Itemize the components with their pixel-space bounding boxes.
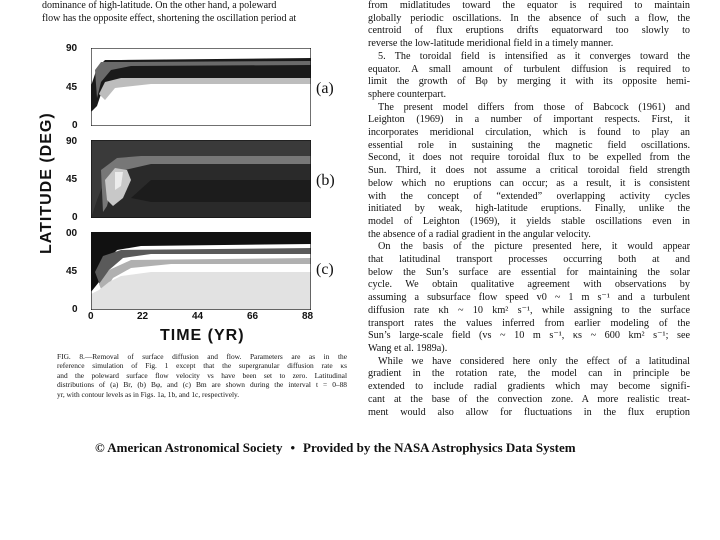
panel-b-ytick: 90	[66, 136, 78, 147]
body-text-line: Second, it does not require toroidal flux to be expelled from the	[368, 152, 690, 164]
body-text-line: While we have considered here only the effect of a latitudinal	[378, 355, 690, 367]
body-text-line: diffusion rate κh ~ 10 km² s⁻¹, while assigning to the surface	[368, 304, 690, 316]
body-text-line: globally periodic oscillations. In the absence of such a flow, the	[368, 12, 690, 24]
body-text-line: ment would also allow for fluctuations in the flux eruption	[368, 406, 690, 418]
panel-a-ytick: 0	[72, 120, 78, 131]
panel-a-ytick: 45	[66, 82, 78, 93]
y-axis-label: LATITUDE (DEG)	[38, 112, 55, 254]
left-column-text	[42, 0, 342, 25]
right-column-text	[368, 0, 690, 419]
panel-c-label: (c)	[316, 261, 334, 278]
panel-a-ytick: 90	[66, 43, 78, 54]
body-text-line: reverse the low-latitude meridional field in a timely manner.	[368, 38, 614, 50]
panel-c-ytick: 45	[66, 266, 78, 277]
panel-a-label: (a)	[316, 80, 334, 97]
body-text-line: model of Leighton (1969), it yields stable oscillations even in	[368, 215, 690, 227]
caption-line: reference simulation of Fig. 1 except that the supergranular diffusion rate κs	[57, 361, 347, 371]
body-text-line: assuming a subsurface flow speed v0 ~ 1 m s⁻¹ and a turbulent	[368, 292, 690, 304]
panel-c-plot	[91, 232, 311, 310]
body-text-line: 5. The toroidal field is intensified as it converges toward the	[378, 50, 690, 62]
body-text-line: gradient in the rotation rate, the model can in principle be	[368, 368, 690, 380]
provider-text: Provided by the NASA Astrophysics Data System	[303, 440, 576, 455]
panel-b-plot	[91, 140, 311, 218]
body-text-line: Wang et al. 1989a).	[368, 342, 448, 354]
caption-line: yr, with contour levels as in Figs. 1a, 1b, and 1c, respectively.	[57, 389, 240, 399]
caption-line: and the poleward surface flow velocity vs have been set to zero. Latitudinal	[57, 370, 347, 380]
body-text-line: from midlatitudes toward the equator is required to maintain	[368, 0, 690, 11]
x-tick-label: 22	[137, 311, 149, 322]
x-axis-label: TIME (YR)	[160, 327, 245, 344]
body-text-line: below the Sun’s surface are essential for maintaining the solar	[368, 266, 690, 278]
body-text-line: essential role in sustaining the magnetic field oscillations.	[368, 139, 690, 151]
body-text-line: Sun’s large-scale field (vs ~ 10 m s⁻¹, κs ~ 600 km² s⁻¹; see	[368, 330, 690, 342]
x-tick-label: 0	[88, 311, 94, 322]
x-tick-label: 66	[247, 311, 259, 322]
body-text-line: that latitudinal transport processes occurring both at and	[368, 254, 690, 266]
footer	[95, 440, 576, 456]
body-text-line: transport rates the values inferred from earlier modeling of the	[368, 317, 690, 329]
caption-line: distributions of (a) Br, (b) Bφ, and (c) Bm are shown during the interval t = 0–88	[57, 380, 347, 390]
body-text-line: below which no eruptions can occur; as a result, it is consistent	[368, 177, 690, 189]
body-text-line: centroid of flux eruptions drifts equatorward too slowly to	[368, 25, 690, 37]
body-text-line: limit the growth of Bφ by merging it with its opposite hemi-	[368, 76, 690, 88]
panel-c-ytick: 00	[66, 228, 78, 239]
x-tick-label: 44	[192, 311, 204, 322]
body-text-line: the absence of a radial gradient in the angular velocity.	[368, 228, 591, 240]
body-text-line: with the concept of “extended” overlapping activity cycles	[368, 190, 690, 202]
caption-line: FIG. 8.—Removal of surface diffusion and flow. Parameters are as in the	[57, 352, 347, 361]
copyright-text: © American Astronomical Society	[95, 440, 283, 455]
left-text-line: flow has the opposite effect, shortening the oscillation period at	[42, 12, 297, 24]
body-text-line: cant at the base of the convection zone. A more realistic treat-	[368, 393, 690, 405]
figure-caption	[57, 352, 347, 399]
body-text-line: The present model differs from those of Babcock (1961) and	[378, 101, 690, 113]
panel-a-plot	[91, 48, 311, 126]
panel-c-ytick: 0	[72, 304, 78, 315]
body-text-line: initiated by weak, high-latitude eruptions. Finally, unlike the	[368, 203, 690, 215]
body-text-line: extended to include radial gradients which may become signifi-	[368, 381, 690, 393]
body-text-line: Leighton (1969) in a number of important respects. First, it	[368, 114, 690, 126]
panel-b-label: (b)	[316, 172, 335, 189]
footer-bullet: •	[290, 440, 296, 455]
body-text-line: sphere counterpart.	[368, 88, 447, 100]
body-text-line: On the basis of the picture presented here, it would appear	[378, 241, 690, 253]
body-text-line: cycle. We obtain qualitative agreement with observations by	[368, 279, 690, 291]
panel-b-ytick: 45	[66, 174, 78, 185]
panel-b-ytick: 0	[72, 212, 78, 223]
left-text-line: dominance of high-latitude. On the other hand, a poleward	[42, 0, 277, 11]
x-tick-label: 88	[302, 311, 314, 322]
body-text-line: incorporates meridional circulation, which is found to play an	[368, 127, 690, 139]
body-text-line: equator. A small amount of turbulent diffusion is required to	[368, 63, 690, 75]
body-text-line: Sun. Third, it does not assume a critical toroidal field strength	[368, 165, 690, 177]
